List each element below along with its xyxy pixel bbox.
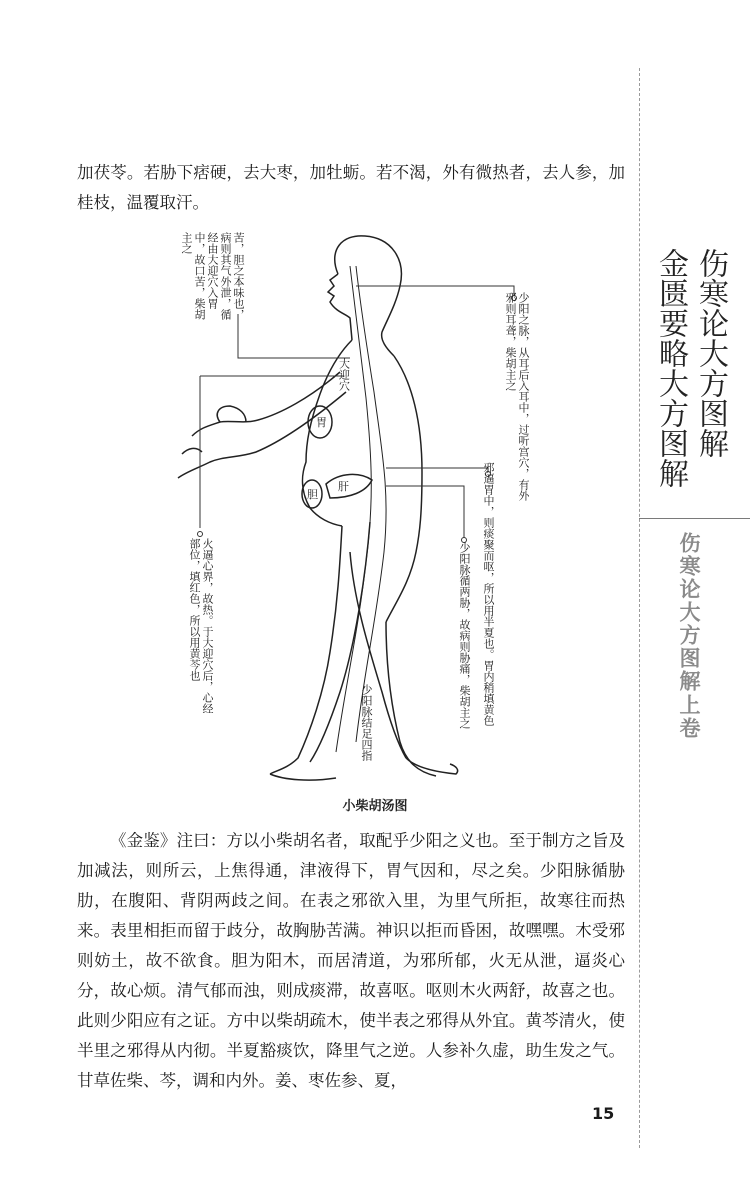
annotation-evil-stomach: 邪逼胃中，则痰聚而呕，所以用半夏也。胃内稍填黄色 [482, 462, 495, 726]
margin-dashed-rule [639, 68, 640, 1148]
seal-title-col-1: 伤寒论大方图解 [693, 248, 728, 458]
paragraph-1: 加茯苓。若胁下痞硬，去大枣，加牡蛎。若不渴，外有微热者，去人参，加桂枝，温覆取汗。 [77, 163, 625, 212]
sidebar-volume: 上卷 [677, 694, 701, 740]
label-gallbladder: 胆 [307, 488, 318, 501]
sidebar-divider [639, 518, 750, 519]
sidebar-book-title: 伤寒论大方图解 [677, 532, 701, 693]
label-liver: 肝 [338, 480, 349, 493]
annotation-heart-fire: 火逼心界，故热。于大迎穴后，心经部位，填红色，所以用黄芩也 [188, 538, 214, 714]
paragraph-2: 《金鉴》注曰：方以小柴胡名者，取配乎少阳之义也。至于制方之旨及加减法，则所云，上焦得通，津液得下，胃气因和，尽之矣。少阳脉循胁肋，在腹阳、背阴两歧之间。在表之邪欲入里，为里气所拒，故寒往而热来。表里相拒而留于歧分，故胸胁苦满。神识以拒而昏困，故嘿嘿。木受邪则妨土，故不欲食。胆为阳木，而居清道，为邪所郁，火无从泄，逼炎心分，故心烦。清气郁而浊，则成痰滞，故喜呕。呕则木火两舒，故喜之也。此则少阳应有之证。方中以柴胡疏木，使半表之邪得从外宜。黄芩清火，使半里之邪得从内彻。半夏豁痰饮，降里气之逆。人参补久虚，助生发之气。甘草佐柴、芩，调和内外。姜、枣佐参、夏， [77, 831, 625, 1090]
figure-caption: 小柴胡汤图 [342, 799, 408, 814]
annotation-bitter-taste: 苦，胆之本味也，病则其气外泄，循经由大迎穴入胃中，故口苦，柴胡主之 [180, 232, 245, 320]
seal-title-col-2: 金匮要略大方图解 [653, 248, 688, 488]
annotation-foot-end: 少阳脉结足四指 [360, 684, 373, 761]
annotation-rib-pain: 少阳脉循两胁，故病则胁痛，柴胡主之 [458, 542, 471, 729]
page-number: 15 [592, 1104, 615, 1123]
label-stomach: 胃 [316, 416, 327, 429]
acupuncture-figure [160, 222, 550, 790]
annotation-shaoyang-pulse: 少阳之脉，从耳后入耳中，过听宫穴，有外邪则耳聋，柴胡主之 [504, 292, 530, 501]
label-daying: 大迎穴 [337, 358, 351, 391]
